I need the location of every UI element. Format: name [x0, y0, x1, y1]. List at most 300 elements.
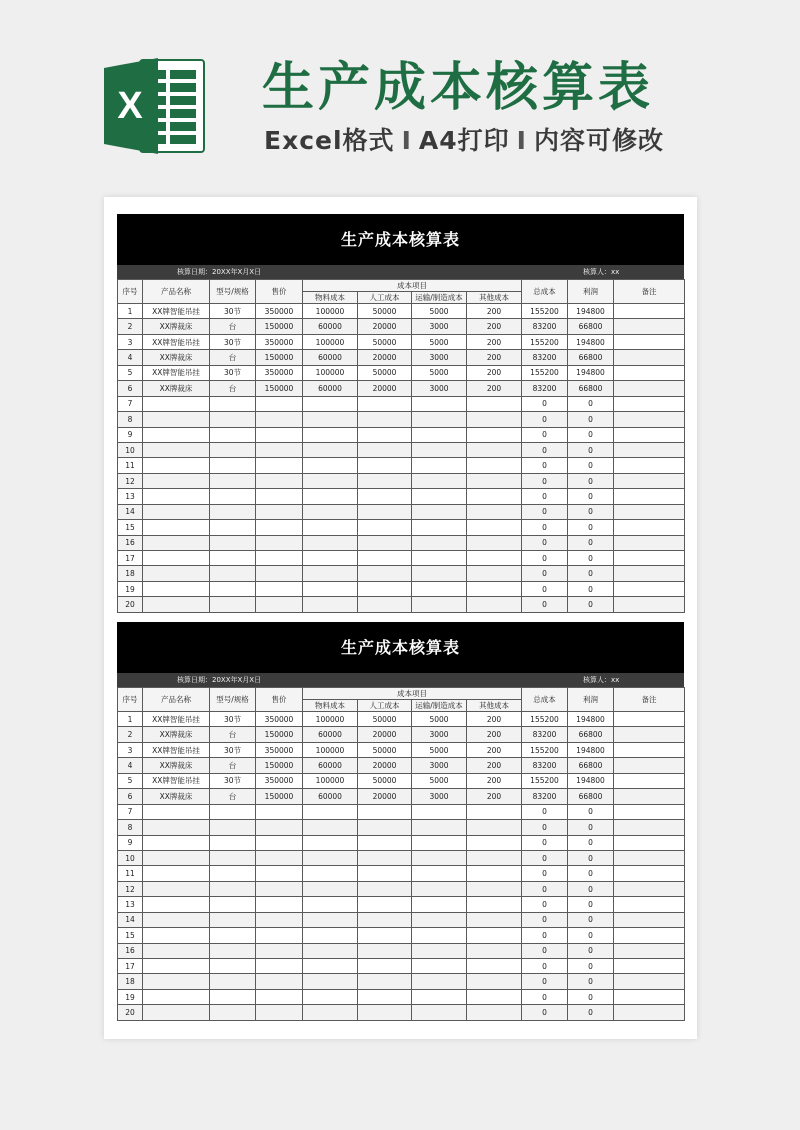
cell-product-name[interactable] — [143, 881, 210, 896]
cell-other-cost[interactable] — [467, 974, 522, 989]
cell-product-name[interactable] — [143, 820, 210, 835]
cell-price[interactable] — [256, 866, 303, 881]
cell-price[interactable] — [256, 566, 303, 581]
cell-price[interactable] — [256, 412, 303, 427]
cell-total-cost[interactable]: 155200 — [522, 773, 568, 788]
cell-labor-cost[interactable] — [358, 804, 412, 819]
cell-profit[interactable]: 0 — [568, 473, 614, 488]
cell-other-cost[interactable] — [467, 897, 522, 912]
cell-price[interactable] — [256, 396, 303, 411]
cell-labor-cost[interactable]: 20000 — [358, 350, 412, 365]
cell-other-cost[interactable] — [467, 442, 522, 457]
cell-total-cost[interactable]: 0 — [522, 412, 568, 427]
cell-other-cost[interactable] — [467, 597, 522, 612]
cell-other-cost[interactable]: 200 — [467, 789, 522, 804]
cell-material-cost[interactable]: 100000 — [303, 304, 358, 319]
cell-other-cost[interactable] — [467, 959, 522, 974]
cell-note[interactable] — [614, 473, 685, 488]
cell-other-cost[interactable] — [467, 412, 522, 427]
cell-transport-cost[interactable] — [412, 974, 467, 989]
cell-note[interactable] — [614, 427, 685, 442]
cell-labor-cost[interactable] — [358, 912, 412, 927]
cell-other-cost[interactable] — [467, 1005, 522, 1020]
cell-price[interactable]: 150000 — [256, 727, 303, 742]
cell-seq[interactable]: 14 — [118, 504, 143, 519]
cell-labor-cost[interactable]: 50000 — [358, 742, 412, 757]
cell-total-cost[interactable]: 0 — [522, 1005, 568, 1020]
cell-seq[interactable]: 1 — [118, 712, 143, 727]
cell-labor-cost[interactable] — [358, 1005, 412, 1020]
cell-total-cost[interactable]: 155200 — [522, 304, 568, 319]
cell-seq[interactable]: 16 — [118, 943, 143, 958]
cell-seq[interactable]: 20 — [118, 597, 143, 612]
cell-other-cost[interactable] — [467, 850, 522, 865]
cell-note[interactable] — [614, 928, 685, 943]
cell-seq[interactable]: 13 — [118, 489, 143, 504]
cell-model[interactable] — [210, 597, 256, 612]
cell-price[interactable]: 350000 — [256, 773, 303, 788]
cell-transport-cost[interactable] — [412, 989, 467, 1004]
cell-other-cost[interactable] — [467, 989, 522, 1004]
cell-profit[interactable]: 0 — [568, 881, 614, 896]
cell-price[interactable] — [256, 520, 303, 535]
cell-material-cost[interactable] — [303, 974, 358, 989]
cell-profit[interactable]: 0 — [568, 458, 614, 473]
cell-seq[interactable]: 17 — [118, 551, 143, 566]
cell-other-cost[interactable] — [467, 928, 522, 943]
cell-transport-cost[interactable]: 3000 — [412, 727, 467, 742]
cell-model[interactable] — [210, 566, 256, 581]
cell-model[interactable] — [210, 504, 256, 519]
cell-price[interactable] — [256, 458, 303, 473]
cell-model[interactable] — [210, 442, 256, 457]
cell-profit[interactable]: 194800 — [568, 712, 614, 727]
cell-total-cost[interactable]: 83200 — [522, 789, 568, 804]
cell-note[interactable] — [614, 319, 685, 334]
cell-note[interactable] — [614, 535, 685, 550]
cell-seq[interactable]: 8 — [118, 412, 143, 427]
cell-material-cost[interactable] — [303, 912, 358, 927]
cell-profit[interactable]: 0 — [568, 412, 614, 427]
cell-total-cost[interactable]: 0 — [522, 866, 568, 881]
cell-product-name[interactable] — [143, 897, 210, 912]
cell-seq[interactable]: 17 — [118, 959, 143, 974]
cell-material-cost[interactable]: 100000 — [303, 712, 358, 727]
cell-price[interactable] — [256, 597, 303, 612]
cell-labor-cost[interactable] — [358, 959, 412, 974]
cell-material-cost[interactable]: 60000 — [303, 381, 358, 396]
cell-price[interactable] — [256, 959, 303, 974]
cell-total-cost[interactable]: 155200 — [522, 742, 568, 757]
cell-transport-cost[interactable] — [412, 427, 467, 442]
cell-total-cost[interactable]: 0 — [522, 989, 568, 1004]
cell-price[interactable] — [256, 1005, 303, 1020]
cell-total-cost[interactable]: 0 — [522, 427, 568, 442]
cell-transport-cost[interactable] — [412, 489, 467, 504]
cell-profit[interactable]: 0 — [568, 912, 614, 927]
cell-profit[interactable]: 194800 — [568, 742, 614, 757]
cell-labor-cost[interactable]: 20000 — [358, 758, 412, 773]
cell-model[interactable]: 30节 — [210, 334, 256, 349]
cell-other-cost[interactable]: 200 — [467, 727, 522, 742]
cell-labor-cost[interactable] — [358, 881, 412, 896]
cell-total-cost[interactable]: 0 — [522, 458, 568, 473]
cell-transport-cost[interactable] — [412, 928, 467, 943]
cell-note[interactable] — [614, 712, 685, 727]
cell-price[interactable] — [256, 427, 303, 442]
cell-product-name[interactable] — [143, 959, 210, 974]
cell-price[interactable] — [256, 912, 303, 927]
cell-transport-cost[interactable] — [412, 897, 467, 912]
cell-product-name[interactable]: XX牌智能吊挂 — [143, 742, 210, 757]
cell-labor-cost[interactable] — [358, 835, 412, 850]
cell-seq[interactable]: 10 — [118, 850, 143, 865]
cell-price[interactable] — [256, 820, 303, 835]
cell-profit[interactable]: 0 — [568, 566, 614, 581]
cell-other-cost[interactable]: 200 — [467, 381, 522, 396]
cell-price[interactable]: 150000 — [256, 789, 303, 804]
cell-profit[interactable]: 194800 — [568, 334, 614, 349]
cell-profit[interactable]: 194800 — [568, 773, 614, 788]
cell-model[interactable] — [210, 535, 256, 550]
cell-seq[interactable]: 20 — [118, 1005, 143, 1020]
cell-note[interactable] — [614, 789, 685, 804]
cell-model[interactable]: 30节 — [210, 742, 256, 757]
cell-note[interactable] — [614, 1005, 685, 1020]
cell-labor-cost[interactable] — [358, 566, 412, 581]
cell-seq[interactable]: 2 — [118, 319, 143, 334]
cell-product-name[interactable] — [143, 943, 210, 958]
cell-total-cost[interactable]: 0 — [522, 881, 568, 896]
cell-note[interactable] — [614, 350, 685, 365]
cell-transport-cost[interactable] — [412, 504, 467, 519]
cell-transport-cost[interactable] — [412, 396, 467, 411]
cell-model[interactable] — [210, 1005, 256, 1020]
cell-other-cost[interactable]: 200 — [467, 773, 522, 788]
cell-material-cost[interactable] — [303, 566, 358, 581]
cell-note[interactable] — [614, 866, 685, 881]
cell-price[interactable]: 150000 — [256, 758, 303, 773]
cell-price[interactable] — [256, 928, 303, 943]
cell-model[interactable] — [210, 912, 256, 927]
cell-labor-cost[interactable] — [358, 473, 412, 488]
cell-product-name[interactable]: XX牌智能吊挂 — [143, 365, 210, 380]
cell-note[interactable] — [614, 504, 685, 519]
cell-product-name[interactable] — [143, 989, 210, 1004]
cell-transport-cost[interactable] — [412, 412, 467, 427]
cell-transport-cost[interactable] — [412, 581, 467, 596]
cell-labor-cost[interactable]: 50000 — [358, 304, 412, 319]
cell-note[interactable] — [614, 881, 685, 896]
cell-other-cost[interactable]: 200 — [467, 712, 522, 727]
cell-material-cost[interactable] — [303, 458, 358, 473]
cell-profit[interactable]: 66800 — [568, 319, 614, 334]
cell-seq[interactable]: 15 — [118, 928, 143, 943]
cell-transport-cost[interactable] — [412, 850, 467, 865]
cell-note[interactable] — [614, 412, 685, 427]
cell-total-cost[interactable]: 0 — [522, 520, 568, 535]
cell-other-cost[interactable]: 200 — [467, 350, 522, 365]
cell-profit[interactable]: 66800 — [568, 727, 614, 742]
cell-model[interactable] — [210, 881, 256, 896]
cell-labor-cost[interactable]: 20000 — [358, 789, 412, 804]
cell-transport-cost[interactable] — [412, 866, 467, 881]
cell-product-name[interactable]: XX牌智能吊挂 — [143, 773, 210, 788]
cell-note[interactable] — [614, 850, 685, 865]
cell-transport-cost[interactable] — [412, 458, 467, 473]
cell-total-cost[interactable]: 0 — [522, 535, 568, 550]
cell-product-name[interactable]: XX牌裁床 — [143, 319, 210, 334]
cell-transport-cost[interactable]: 3000 — [412, 789, 467, 804]
cell-model[interactable]: 台 — [210, 758, 256, 773]
cell-note[interactable] — [614, 974, 685, 989]
cell-price[interactable]: 350000 — [256, 334, 303, 349]
cell-price[interactable] — [256, 835, 303, 850]
cell-price[interactable]: 150000 — [256, 350, 303, 365]
cell-profit[interactable]: 0 — [568, 959, 614, 974]
cell-product-name[interactable] — [143, 804, 210, 819]
cell-labor-cost[interactable] — [358, 535, 412, 550]
cell-note[interactable] — [614, 597, 685, 612]
cell-material-cost[interactable] — [303, 489, 358, 504]
cell-profit[interactable]: 0 — [568, 928, 614, 943]
cell-labor-cost[interactable] — [358, 897, 412, 912]
cell-other-cost[interactable] — [467, 804, 522, 819]
cell-total-cost[interactable]: 0 — [522, 504, 568, 519]
cell-price[interactable] — [256, 897, 303, 912]
cell-other-cost[interactable] — [467, 912, 522, 927]
cell-model[interactable]: 30节 — [210, 304, 256, 319]
cell-seq[interactable]: 2 — [118, 727, 143, 742]
cell-labor-cost[interactable] — [358, 504, 412, 519]
cell-seq[interactable]: 13 — [118, 897, 143, 912]
cell-transport-cost[interactable]: 5000 — [412, 304, 467, 319]
cell-transport-cost[interactable] — [412, 804, 467, 819]
cell-labor-cost[interactable] — [358, 850, 412, 865]
cell-product-name[interactable]: XX牌裁床 — [143, 789, 210, 804]
cell-product-name[interactable] — [143, 535, 210, 550]
cell-model[interactable] — [210, 396, 256, 411]
cell-model[interactable] — [210, 551, 256, 566]
cell-other-cost[interactable] — [467, 489, 522, 504]
cell-labor-cost[interactable]: 20000 — [358, 381, 412, 396]
cell-seq[interactable]: 12 — [118, 881, 143, 896]
cell-model[interactable] — [210, 835, 256, 850]
cell-profit[interactable]: 0 — [568, 804, 614, 819]
cell-model[interactable]: 30节 — [210, 365, 256, 380]
cell-material-cost[interactable]: 60000 — [303, 758, 358, 773]
cell-seq[interactable]: 9 — [118, 427, 143, 442]
cell-other-cost[interactable]: 200 — [467, 334, 522, 349]
cell-price[interactable]: 150000 — [256, 319, 303, 334]
cell-other-cost[interactable] — [467, 504, 522, 519]
cell-product-name[interactable] — [143, 412, 210, 427]
cell-price[interactable]: 150000 — [256, 381, 303, 396]
cell-product-name[interactable] — [143, 850, 210, 865]
cell-product-name[interactable] — [143, 974, 210, 989]
cell-transport-cost[interactable] — [412, 473, 467, 488]
cell-transport-cost[interactable]: 3000 — [412, 381, 467, 396]
cell-seq[interactable]: 11 — [118, 866, 143, 881]
cell-labor-cost[interactable] — [358, 396, 412, 411]
cell-model[interactable] — [210, 866, 256, 881]
cell-profit[interactable]: 0 — [568, 835, 614, 850]
cell-transport-cost[interactable]: 3000 — [412, 350, 467, 365]
cell-note[interactable] — [614, 334, 685, 349]
cell-profit[interactable]: 0 — [568, 897, 614, 912]
cell-note[interactable] — [614, 458, 685, 473]
cell-product-name[interactable]: XX牌裁床 — [143, 381, 210, 396]
cell-total-cost[interactable]: 0 — [522, 473, 568, 488]
cell-labor-cost[interactable] — [358, 989, 412, 1004]
cell-note[interactable] — [614, 520, 685, 535]
cell-total-cost[interactable]: 0 — [522, 820, 568, 835]
cell-material-cost[interactable] — [303, 396, 358, 411]
cell-note[interactable] — [614, 804, 685, 819]
cell-total-cost[interactable]: 83200 — [522, 350, 568, 365]
cell-model[interactable] — [210, 959, 256, 974]
cell-total-cost[interactable]: 0 — [522, 566, 568, 581]
cell-note[interactable] — [614, 835, 685, 850]
cell-price[interactable] — [256, 504, 303, 519]
cell-seq[interactable]: 5 — [118, 773, 143, 788]
cell-model[interactable]: 台 — [210, 350, 256, 365]
cell-product-name[interactable] — [143, 427, 210, 442]
cell-product-name[interactable] — [143, 473, 210, 488]
cell-material-cost[interactable] — [303, 427, 358, 442]
cell-material-cost[interactable] — [303, 835, 358, 850]
cell-price[interactable] — [256, 804, 303, 819]
cell-note[interactable] — [614, 381, 685, 396]
cell-profit[interactable]: 0 — [568, 820, 614, 835]
cell-material-cost[interactable] — [303, 804, 358, 819]
cell-material-cost[interactable] — [303, 897, 358, 912]
cell-price[interactable]: 350000 — [256, 712, 303, 727]
cell-transport-cost[interactable]: 3000 — [412, 758, 467, 773]
cell-product-name[interactable]: XX牌裁床 — [143, 350, 210, 365]
cell-material-cost[interactable]: 60000 — [303, 727, 358, 742]
cell-model[interactable]: 台 — [210, 789, 256, 804]
cell-other-cost[interactable] — [467, 866, 522, 881]
cell-transport-cost[interactable] — [412, 959, 467, 974]
cell-other-cost[interactable] — [467, 943, 522, 958]
cell-total-cost[interactable]: 0 — [522, 551, 568, 566]
cell-price[interactable] — [256, 535, 303, 550]
cell-model[interactable] — [210, 943, 256, 958]
cell-labor-cost[interactable] — [358, 489, 412, 504]
cell-profit[interactable]: 194800 — [568, 304, 614, 319]
cell-labor-cost[interactable] — [358, 458, 412, 473]
cell-material-cost[interactable] — [303, 928, 358, 943]
cell-material-cost[interactable] — [303, 520, 358, 535]
cell-profit[interactable]: 0 — [568, 1005, 614, 1020]
cell-price[interactable]: 350000 — [256, 742, 303, 757]
cell-seq[interactable]: 18 — [118, 566, 143, 581]
cell-seq[interactable]: 11 — [118, 458, 143, 473]
cell-profit[interactable]: 0 — [568, 504, 614, 519]
cell-product-name[interactable] — [143, 489, 210, 504]
cell-transport-cost[interactable]: 5000 — [412, 742, 467, 757]
cell-profit[interactable]: 66800 — [568, 758, 614, 773]
cell-model[interactable] — [210, 850, 256, 865]
cell-price[interactable]: 350000 — [256, 304, 303, 319]
cell-transport-cost[interactable] — [412, 1005, 467, 1020]
cell-material-cost[interactable]: 100000 — [303, 334, 358, 349]
cell-model[interactable]: 台 — [210, 381, 256, 396]
cell-model[interactable] — [210, 581, 256, 596]
cell-material-cost[interactable]: 100000 — [303, 773, 358, 788]
cell-total-cost[interactable]: 0 — [522, 396, 568, 411]
cell-other-cost[interactable] — [467, 581, 522, 596]
cell-seq[interactable]: 16 — [118, 535, 143, 550]
cell-transport-cost[interactable] — [412, 566, 467, 581]
cell-model[interactable] — [210, 520, 256, 535]
cell-labor-cost[interactable]: 50000 — [358, 773, 412, 788]
cell-note[interactable] — [614, 304, 685, 319]
cell-labor-cost[interactable] — [358, 820, 412, 835]
cell-product-name[interactable]: XX牌裁床 — [143, 758, 210, 773]
cell-total-cost[interactable]: 0 — [522, 897, 568, 912]
cell-material-cost[interactable]: 100000 — [303, 742, 358, 757]
cell-note[interactable] — [614, 566, 685, 581]
cell-note[interactable] — [614, 989, 685, 1004]
cell-seq[interactable]: 3 — [118, 334, 143, 349]
cell-profit[interactable]: 0 — [568, 520, 614, 535]
cell-labor-cost[interactable] — [358, 943, 412, 958]
cell-total-cost[interactable]: 0 — [522, 912, 568, 927]
cell-product-name[interactable]: XX牌智能吊挂 — [143, 712, 210, 727]
cell-other-cost[interactable] — [467, 520, 522, 535]
cell-seq[interactable]: 9 — [118, 835, 143, 850]
cell-profit[interactable]: 0 — [568, 989, 614, 1004]
cell-product-name[interactable] — [143, 442, 210, 457]
cell-labor-cost[interactable]: 20000 — [358, 727, 412, 742]
cell-price[interactable] — [256, 974, 303, 989]
cell-profit[interactable]: 194800 — [568, 365, 614, 380]
cell-transport-cost[interactable] — [412, 835, 467, 850]
cell-profit[interactable]: 0 — [568, 396, 614, 411]
cell-labor-cost[interactable]: 50000 — [358, 712, 412, 727]
cell-other-cost[interactable] — [467, 473, 522, 488]
cell-price[interactable] — [256, 489, 303, 504]
cell-total-cost[interactable]: 0 — [522, 581, 568, 596]
cell-other-cost[interactable]: 200 — [467, 319, 522, 334]
cell-other-cost[interactable]: 200 — [467, 304, 522, 319]
cell-price[interactable] — [256, 881, 303, 896]
cell-seq[interactable]: 7 — [118, 396, 143, 411]
cell-product-name[interactable] — [143, 566, 210, 581]
cell-total-cost[interactable]: 83200 — [522, 758, 568, 773]
cell-labor-cost[interactable] — [358, 928, 412, 943]
cell-total-cost[interactable]: 83200 — [522, 381, 568, 396]
cell-seq[interactable]: 4 — [118, 350, 143, 365]
cell-profit[interactable]: 0 — [568, 866, 614, 881]
cell-note[interactable] — [614, 758, 685, 773]
cell-price[interactable] — [256, 581, 303, 596]
cell-price[interactable] — [256, 473, 303, 488]
cell-note[interactable] — [614, 943, 685, 958]
cell-model[interactable] — [210, 897, 256, 912]
cell-profit[interactable]: 0 — [568, 581, 614, 596]
cell-material-cost[interactable] — [303, 581, 358, 596]
cell-seq[interactable]: 15 — [118, 520, 143, 535]
cell-material-cost[interactable] — [303, 850, 358, 865]
cell-model[interactable] — [210, 458, 256, 473]
cell-labor-cost[interactable] — [358, 974, 412, 989]
cell-price[interactable]: 350000 — [256, 365, 303, 380]
cell-total-cost[interactable]: 0 — [522, 928, 568, 943]
cell-transport-cost[interactable]: 5000 — [412, 365, 467, 380]
